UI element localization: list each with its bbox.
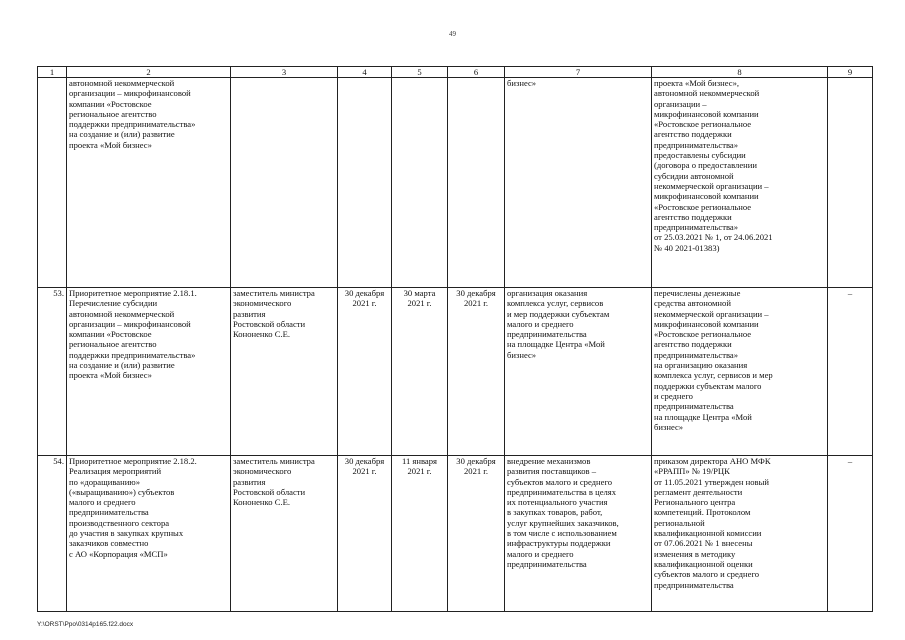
actual-start-date: 11 января 2021 г. — [392, 456, 448, 612]
actual-result: проекта «Мой бизнес», автономной некоммерческой организации – микрофинансовой компании «Ростовское региональное агентство поддержки предпринимательства» предоставлены субсидии (договора о предоставлении субсидии автономной некоммерческой организации – микрофинансовой компании «Ростовское региональное агентство поддержки предпринимательства» от 25.03.2021 № 1, от 24.06.2021 № 40 2021-01383) — [652, 78, 828, 288]
column-header-6: 6 — [448, 67, 505, 78]
planned-end-date — [448, 78, 505, 288]
column-header-1: 1 — [38, 67, 67, 78]
planned-start-date: 30 декабря 2021 г. — [338, 288, 392, 456]
report-table — [37, 66, 873, 612]
responsible-person: заместитель министра экономического развития Ростовской области Кононенко С.Е. — [231, 288, 338, 456]
page-number: 49 — [449, 30, 456, 38]
table-row — [38, 288, 873, 456]
column-header-2: 2 — [67, 67, 231, 78]
note: – — [828, 456, 873, 612]
event-name: Приоритетное мероприятие 2.18.1. Перечисление субсидии автономной некоммерческой организации – микрофинансовой компании «Ростовское региональное агентство поддержки предпринимательства» на создание и (или) развитие проекта «Мой бизнес» — [67, 288, 231, 456]
expected-result: организация оказания комплекса услуг, сервисов и мер поддержки субъектам малого и среднего предпринимательства на площадке Центра «Мой бизнес» — [505, 288, 652, 456]
table-row — [38, 456, 873, 612]
planned-start-date: 30 декабря 2021 г. — [338, 456, 392, 612]
header-row — [38, 67, 873, 78]
table-row — [38, 78, 873, 288]
event-name: автономной некоммерческой организации – микрофинансовой компании «Ростовское региональное агентство поддержки предпринимательства» на создание и (или) развитие проекта «Мой бизнес» — [67, 78, 231, 288]
responsible-person — [231, 78, 338, 288]
expected-result: бизнес» — [505, 78, 652, 288]
row-number — [38, 78, 67, 288]
planned-end-date: 30 декабря 2021 г. — [448, 288, 505, 456]
actual-result: приказом директора АНО МФК «РРАПП» № 19/РЦК от 11.05.2021 утвержден новый регламент деятельности Регионального центра компетенций. Протоколом региональной квалификационной комиссии от 07.06.2021 № 1 внесены изменения в методику квалификационной оценки субъектов малого и среднего предпринимательства — [652, 456, 828, 612]
actual-start-date: 30 марта 2021 г. — [392, 288, 448, 456]
planned-end-date: 30 декабря 2021 г. — [448, 456, 505, 612]
column-header-5: 5 — [392, 67, 448, 78]
expected-result: внедрение механизмов развития поставщиков – субъектов малого и среднего предпринимательства в целях их потенциального участия в закупках товаров, работ, услуг крупнейших заказчиков, в том числе с использованием инфраструктуры поддержки малого и среднего предпринимательства — [505, 456, 652, 612]
event-name: Приоритетное мероприятие 2.18.2. Реализация мероприятий по «доращиванию» («выращиванию») субъектов малого и среднего предпринимательства производственного сектора до участия в закупках крупных заказчиков совместно с АО «Корпорация «МСП» — [67, 456, 231, 612]
planned-start-date — [338, 78, 392, 288]
column-header-9: 9 — [828, 67, 873, 78]
column-header-4: 4 — [338, 67, 392, 78]
column-header-8: 8 — [652, 67, 828, 78]
column-header-3: 3 — [231, 67, 338, 78]
row-number: 54. — [38, 456, 67, 612]
note: – — [828, 288, 873, 456]
document-file-path: Y:\ORST\Ppo\0314p165.f22.docx — [37, 621, 134, 628]
note — [828, 78, 873, 288]
actual-result: перечислены денежные средства автономной некоммерческой организации – микрофинансовой компании «Ростовское региональное агентство поддержки предпринимательства» на организацию оказания комплекса услуг, сервисов и мер поддержки субъектам малого и среднего предпринимательства на площадке Центра «Мой бизнес» — [652, 288, 828, 456]
actual-start-date — [392, 78, 448, 288]
responsible-person: заместитель министра экономического развития Ростовской области Кононенко С.Е. — [231, 456, 338, 612]
row-number: 53. — [38, 288, 67, 456]
column-header-7: 7 — [505, 67, 652, 78]
